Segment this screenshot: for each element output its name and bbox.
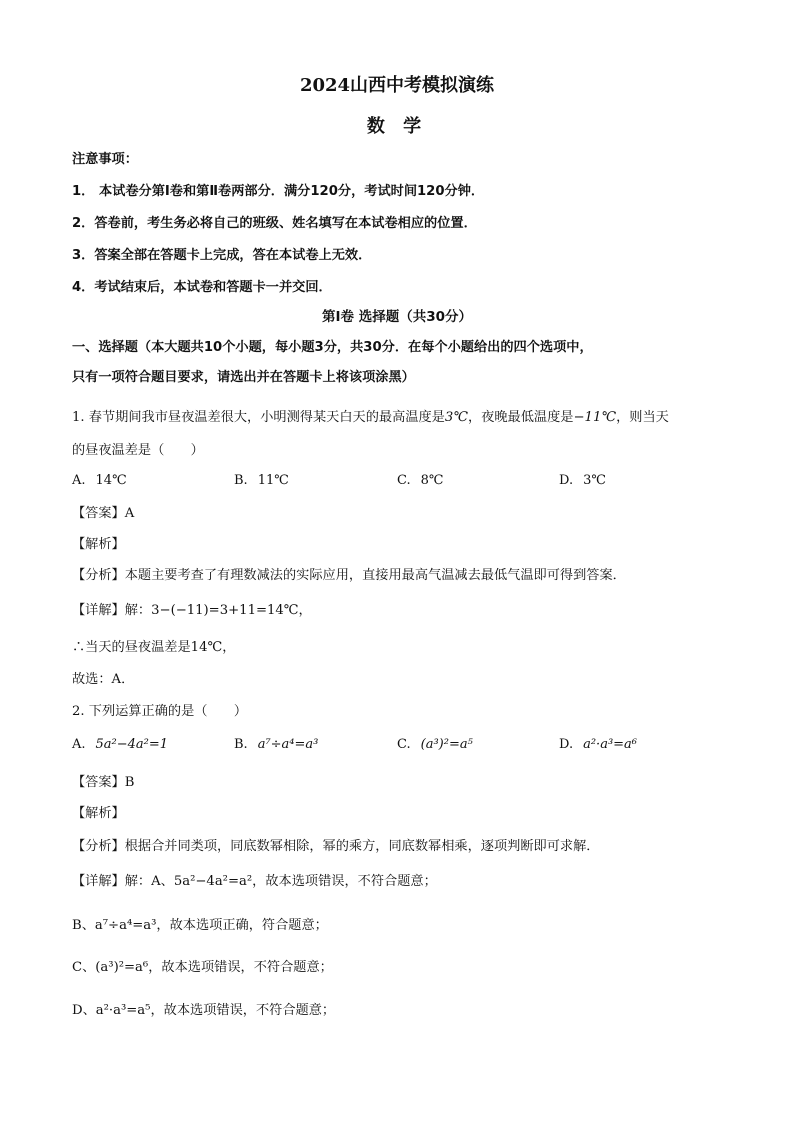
q1-option-a: A. 14℃ bbox=[72, 473, 127, 488]
q1-stem-post: ，则当天 bbox=[616, 410, 669, 425]
q1-temp-high: 3℃ bbox=[444, 410, 468, 425]
section-instruction-2: 只有一项符合题目要求，请选出并在答题卡上将该项涂黑） bbox=[72, 370, 415, 385]
q1-answer bbox=[72, 504, 734, 524]
q2-answer-tag: 【答案】 bbox=[72, 775, 125, 790]
section-heading: 第Ⅰ卷 选择题（共30分） bbox=[321, 309, 472, 325]
q1-detail-tag: 【详解】 bbox=[72, 603, 125, 618]
q2-analysis-tag: 【解析】 bbox=[72, 806, 125, 821]
q1-stem-line2: 的昼夜温差是（ ） bbox=[72, 443, 204, 458]
q2-answer-value: B bbox=[124, 775, 135, 790]
q1-fenxi-tag: 【分析】 bbox=[72, 568, 125, 583]
q1-fenxi bbox=[72, 566, 734, 586]
q1-detail bbox=[72, 601, 734, 621]
q1-fenxi-text: 本题主要考查了有理数减法的实际应用，直接用最高气温减去最低气温即可得到答案． bbox=[124, 568, 626, 583]
q1-detail-formula: 3−(−11)=3+11=14℃ bbox=[151, 603, 299, 618]
notice-item-3: 3．答案全部在答题卡上完成，答在本试卷上无效． bbox=[72, 248, 372, 263]
q1-analysis-tag: 【解析】 bbox=[72, 537, 125, 552]
q2-detail-a bbox=[72, 872, 734, 892]
q1-answer-value: A bbox=[124, 506, 135, 521]
q1-answer-tag: 【答案】 bbox=[72, 506, 125, 521]
q2-answer bbox=[72, 773, 734, 793]
notice-item-2: 2．答卷前，考生务必将自己的班级、姓名填写在本试卷相应的位置． bbox=[72, 216, 477, 231]
q2-option-c: C. (a³)²=a⁵ bbox=[397, 737, 473, 752]
q2-option-b: B. a⁷÷a⁴=a³ bbox=[234, 737, 319, 752]
q1-detail-post: ， bbox=[298, 603, 312, 618]
q1-choose: 故选：A． bbox=[72, 672, 135, 687]
q2-detail-b: B、a⁷÷a⁴=a³，故本选项正确，符合题意； bbox=[72, 918, 328, 933]
q2-detail-c: C、(a³)²=a⁶，故本选项错误，不符合题意； bbox=[72, 960, 333, 975]
q1-option-d: D. 3℃ bbox=[559, 473, 606, 488]
notice-heading: 注意事项： bbox=[72, 152, 138, 167]
q2-option-d: D. a²·a³=a⁶ bbox=[559, 737, 638, 752]
q1-temp-low: −11℃ bbox=[573, 410, 617, 425]
q1-therefore: ∴当天的昼夜温差是14℃， bbox=[72, 640, 236, 655]
q1-stem-mid: ，夜晚最低温度是 bbox=[468, 410, 574, 425]
notice-item-1: 1． 本试卷分第Ⅰ卷和第Ⅱ卷两部分．满分120分，考试时间120分钟． bbox=[72, 184, 485, 199]
q2-fenxi-tag: 【分析】 bbox=[72, 839, 125, 854]
q1-stem-line1 bbox=[72, 408, 734, 428]
section-instruction-1: 一、选择题（本大题共10个小题，每小题3分，共30分．在每个小题给出的四个选项中， bbox=[72, 340, 593, 355]
q2-detail-d: D、a²·a³=a⁵，故本选项错误，不符合题意； bbox=[72, 1003, 336, 1018]
q1-detail-pre: 解： bbox=[124, 603, 152, 618]
page-title: 2024山西中考模拟演练 bbox=[299, 75, 495, 96]
subject-title: 数 学 bbox=[366, 116, 428, 137]
q2-detail-tag: 【详解】 bbox=[72, 874, 125, 889]
q1-option-c: C. 8℃ bbox=[397, 473, 444, 488]
q2-option-a: A. 5a²−4a²=1 bbox=[72, 737, 169, 752]
q2-fenxi-text: 根据合并同类项，同底数幂相除，幂的乘方，同底数幂相乘，逐项判断即可求解． bbox=[124, 839, 600, 854]
q2-stem: 2. 下列运算正确的是（ ） bbox=[72, 704, 248, 719]
q1-stem-pre: 1. 春节期间我市昼夜温差很大，小明测得某天白天的最高温度是 bbox=[72, 410, 445, 425]
q1-option-b: B. 11℃ bbox=[234, 473, 289, 488]
q2-fenxi bbox=[72, 837, 734, 857]
notice-item-4: 4．考试结束后，本试卷和答题卡一并交回． bbox=[72, 280, 332, 295]
q2-detail-a-text: 解：A、5a²−4a²=a²，故本选项错误，不符合题意； bbox=[124, 874, 437, 889]
